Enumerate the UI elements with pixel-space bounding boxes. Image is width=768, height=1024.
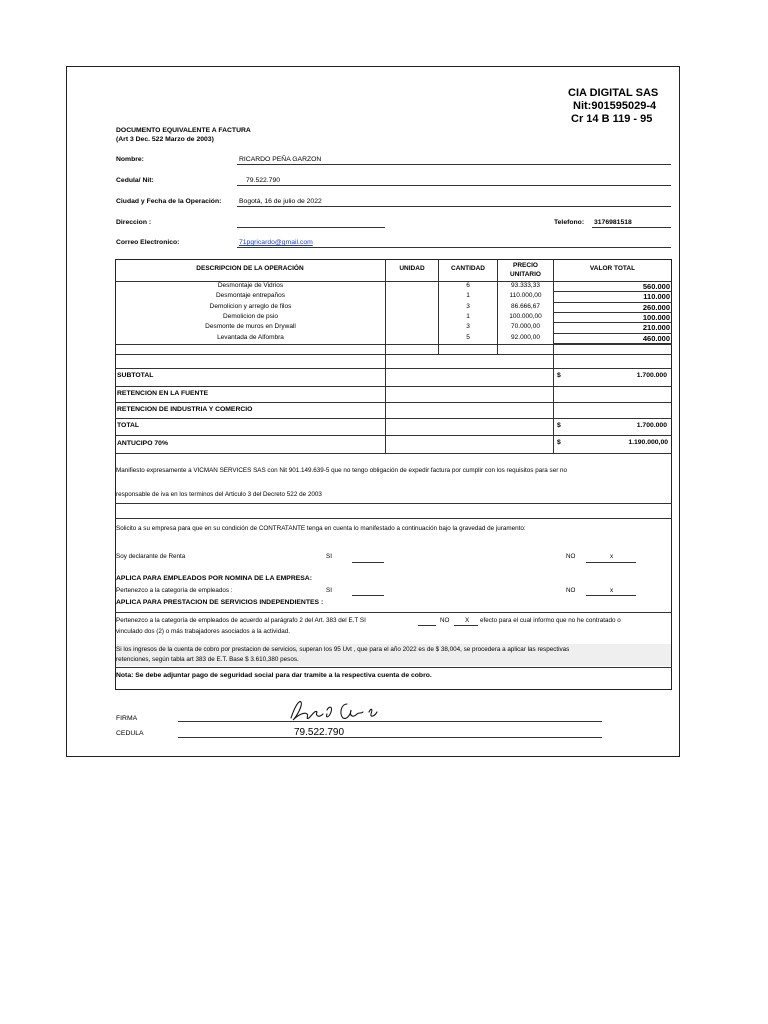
total-label: TOTAL [117, 422, 140, 429]
total-currency: $ [557, 422, 561, 429]
item-unit-price: 110.000,00 [509, 292, 542, 300]
nombre-underline [237, 164, 671, 165]
subtotal-label: SUBTOTAL [117, 372, 154, 379]
item-description: Desmonte de muros en Drywall [205, 323, 296, 331]
servicios-no-mark: X [465, 617, 470, 624]
item-unit-price: 100.000,00 [509, 312, 542, 320]
nombre-label: Nombre: [116, 156, 144, 163]
item-quantity: 3 [466, 302, 470, 310]
nomina-no-label: NO [566, 587, 576, 594]
item-description: Desmontaje de Vidrios [217, 282, 284, 289]
company-address: Cr 14 B 119 - 95 [571, 113, 653, 125]
item-quantity: 6 [466, 282, 470, 289]
company-name: CIA DIGITAL SAS [568, 87, 659, 99]
table-col-line [553, 259, 554, 453]
table-line [115, 453, 672, 454]
ciudad-value: Bogotá, 16 de julio de 2022 [239, 198, 322, 205]
item-description: Desmontaje entrepaños [215, 292, 285, 300]
table-line [115, 418, 672, 419]
telefono-value: 3176981518 [594, 219, 632, 226]
handwritten-signature [285, 696, 405, 726]
header-cantidad: CANTIDAD [451, 265, 485, 272]
table-line [115, 667, 672, 668]
nomina-si-label: SI [326, 587, 332, 594]
anticipo-label: ANTUCIPO 70% [117, 440, 168, 447]
header-descripcion: DESCRIPCION DE LA OPERACIÓN [196, 265, 304, 272]
nomina-title: APLICA PARA EMPLEADOS POR NOMINA DE LA EMPRESA: [116, 575, 312, 582]
header-precio: PRECIO [513, 262, 538, 269]
ingresos-line-2: retenciones, según tabla art 383 de E.T. Base $ 3.610,380 pesos. [116, 656, 299, 663]
declaration-line-2: responsable de iva en los terminos del Articulo 3 del Decreto 522 de 2003 [116, 491, 322, 498]
nota-text: Nota: Se debe adjuntar pago de seguridad social para dar tramite a la respectiva cuenta de cobro. [116, 672, 432, 679]
anticipo-currency: $ [557, 439, 561, 446]
correo-label: Correo Electronico: [116, 239, 180, 246]
ciudad-underline [237, 206, 671, 207]
item-unit-price: 86.666,67 [511, 302, 540, 310]
item-quantity: 3 [466, 323, 470, 331]
renta-si-label: SI [326, 553, 332, 560]
document-title: DOCUMENTO EQUIVALENTE A FACTURA [116, 127, 251, 134]
renta-no-mark: x [610, 553, 614, 560]
company-nit: Nit:901595029-4 [573, 100, 657, 112]
servicios-text-1b: efecto para el cual informo que no he contratado o [480, 617, 621, 624]
table-line [115, 354, 672, 355]
servicios-text-1a: Pertenezco a la categoría de empleados de acuerdo al parágrafo 2 del Art. 383 del E.T SI [116, 617, 366, 624]
table-line [115, 368, 672, 369]
retencion-ic-label: RETENCION DE INDUSTRIA Y COMERCIO [117, 406, 253, 413]
subtotal-value: 1.700.000 [636, 372, 667, 379]
declaration-line-1: Manifiesto expresamente a VICMAN SERVICES SAS con Nit 901.149.639-5 que no tengo obligación de expedir factura por cumplir con los requisitos para ser no [116, 467, 568, 474]
item-total: 460.000 [642, 333, 670, 343]
item-total: 110.000 [643, 292, 670, 302]
servicios-text-2: vinculado dos (2) o más trabajadores asociados a la actividad. [116, 628, 290, 635]
nomina-si-line [352, 595, 384, 596]
item-total: 260.000 [642, 302, 670, 312]
ingresos-line-1: Si los ingresos de la cuenta de cobro por prestacion de servicios, superan los 95 Uvt , que para el año 2022 es de $ 38,004, se procedera a aplicar las respectivas [116, 646, 570, 653]
request-intro: Solicito a su empresa para que en su condición de CONTRATANTE tenga en cuenta lo manifestado a continuación bajo la gravedad de juramento: [116, 525, 526, 532]
item-total: 210.000 [642, 323, 670, 333]
cedula-underline [237, 185, 671, 186]
servicios-si-line [418, 625, 436, 626]
total-value: 1.700.000 [636, 422, 667, 429]
item-unit-price: 92.000,00 [511, 333, 540, 341]
nombre-value: RICARDO PEÑA GARZON [239, 156, 322, 163]
item-quantity: 1 [466, 312, 470, 320]
document-subtitle: (Art 3 Dec. 522 Marzo de 2003) [116, 136, 214, 143]
cedula-sign-line [178, 737, 602, 738]
item-unit-price: 93.333,33 [511, 282, 540, 289]
renta-no-label: NO [566, 553, 576, 560]
renta-si-line [352, 562, 384, 563]
table-line [115, 518, 672, 519]
header-valor-total: VALOR TOTAL [589, 265, 636, 272]
nomina-label: Pertenezco a la categoría de empleados : [116, 587, 233, 594]
subtotal-currency: $ [557, 372, 561, 379]
direccion-underline [237, 227, 385, 228]
nomina-no-mark: x [610, 587, 614, 594]
table-line [115, 344, 672, 345]
servicios-title: APLICA PARA PRESTACION DE SERVICIOS INDEPENDIENTES : [116, 599, 324, 606]
table-col-line [385, 259, 386, 453]
cedula-sign-value: 79.522.790 [294, 727, 345, 738]
cedula-label: Cedula/ Nit: [116, 177, 154, 184]
header-unitario: UNITARIO [510, 271, 541, 278]
item-quantity: 5 [466, 333, 470, 341]
item-total: 560.000 [642, 282, 670, 291]
servicios-no-label: NO [440, 617, 450, 624]
header-unidad: UNIDAD [399, 265, 425, 272]
nomina-no-line [586, 595, 636, 596]
correo-link[interactable]: 71pgricardo@gmail.com [239, 239, 313, 246]
item-total: 100.000 [642, 312, 670, 322]
telefono-label: Telefono: [554, 219, 585, 226]
table-line [115, 435, 672, 436]
item-row-line [553, 343, 672, 344]
item-quantity: 1 [466, 292, 470, 300]
item-unit-price: 70.000,00 [511, 323, 540, 331]
table-line [115, 402, 672, 403]
ciudad-label: Ciudad y Fecha de la Operación: [116, 198, 222, 205]
correo-underline [237, 247, 671, 248]
servicios-no-line [454, 625, 478, 626]
table-line [115, 386, 672, 387]
cedula-sign-label: CEDULA [116, 730, 144, 737]
renta-no-line [586, 562, 636, 563]
cedula-value: 79.522.790 [246, 177, 281, 184]
item-description: Levantada de Alfombra [217, 333, 284, 341]
item-description: Demolicion de psio [223, 312, 278, 320]
direccion-label: Direccion : [116, 219, 152, 226]
item-description: Demolicion y arreglo de filos [209, 302, 292, 310]
firma-label: FIRMA [116, 715, 138, 722]
retencion-fuente-label: RETENCION EN LA FUENTE [117, 390, 209, 397]
telefono-underline [592, 227, 671, 228]
table-line [115, 503, 672, 504]
renta-label: Soy declarante de Renta [116, 553, 186, 560]
table-line [115, 612, 672, 613]
anticipo-value: 1.190.000,00 [628, 439, 668, 446]
